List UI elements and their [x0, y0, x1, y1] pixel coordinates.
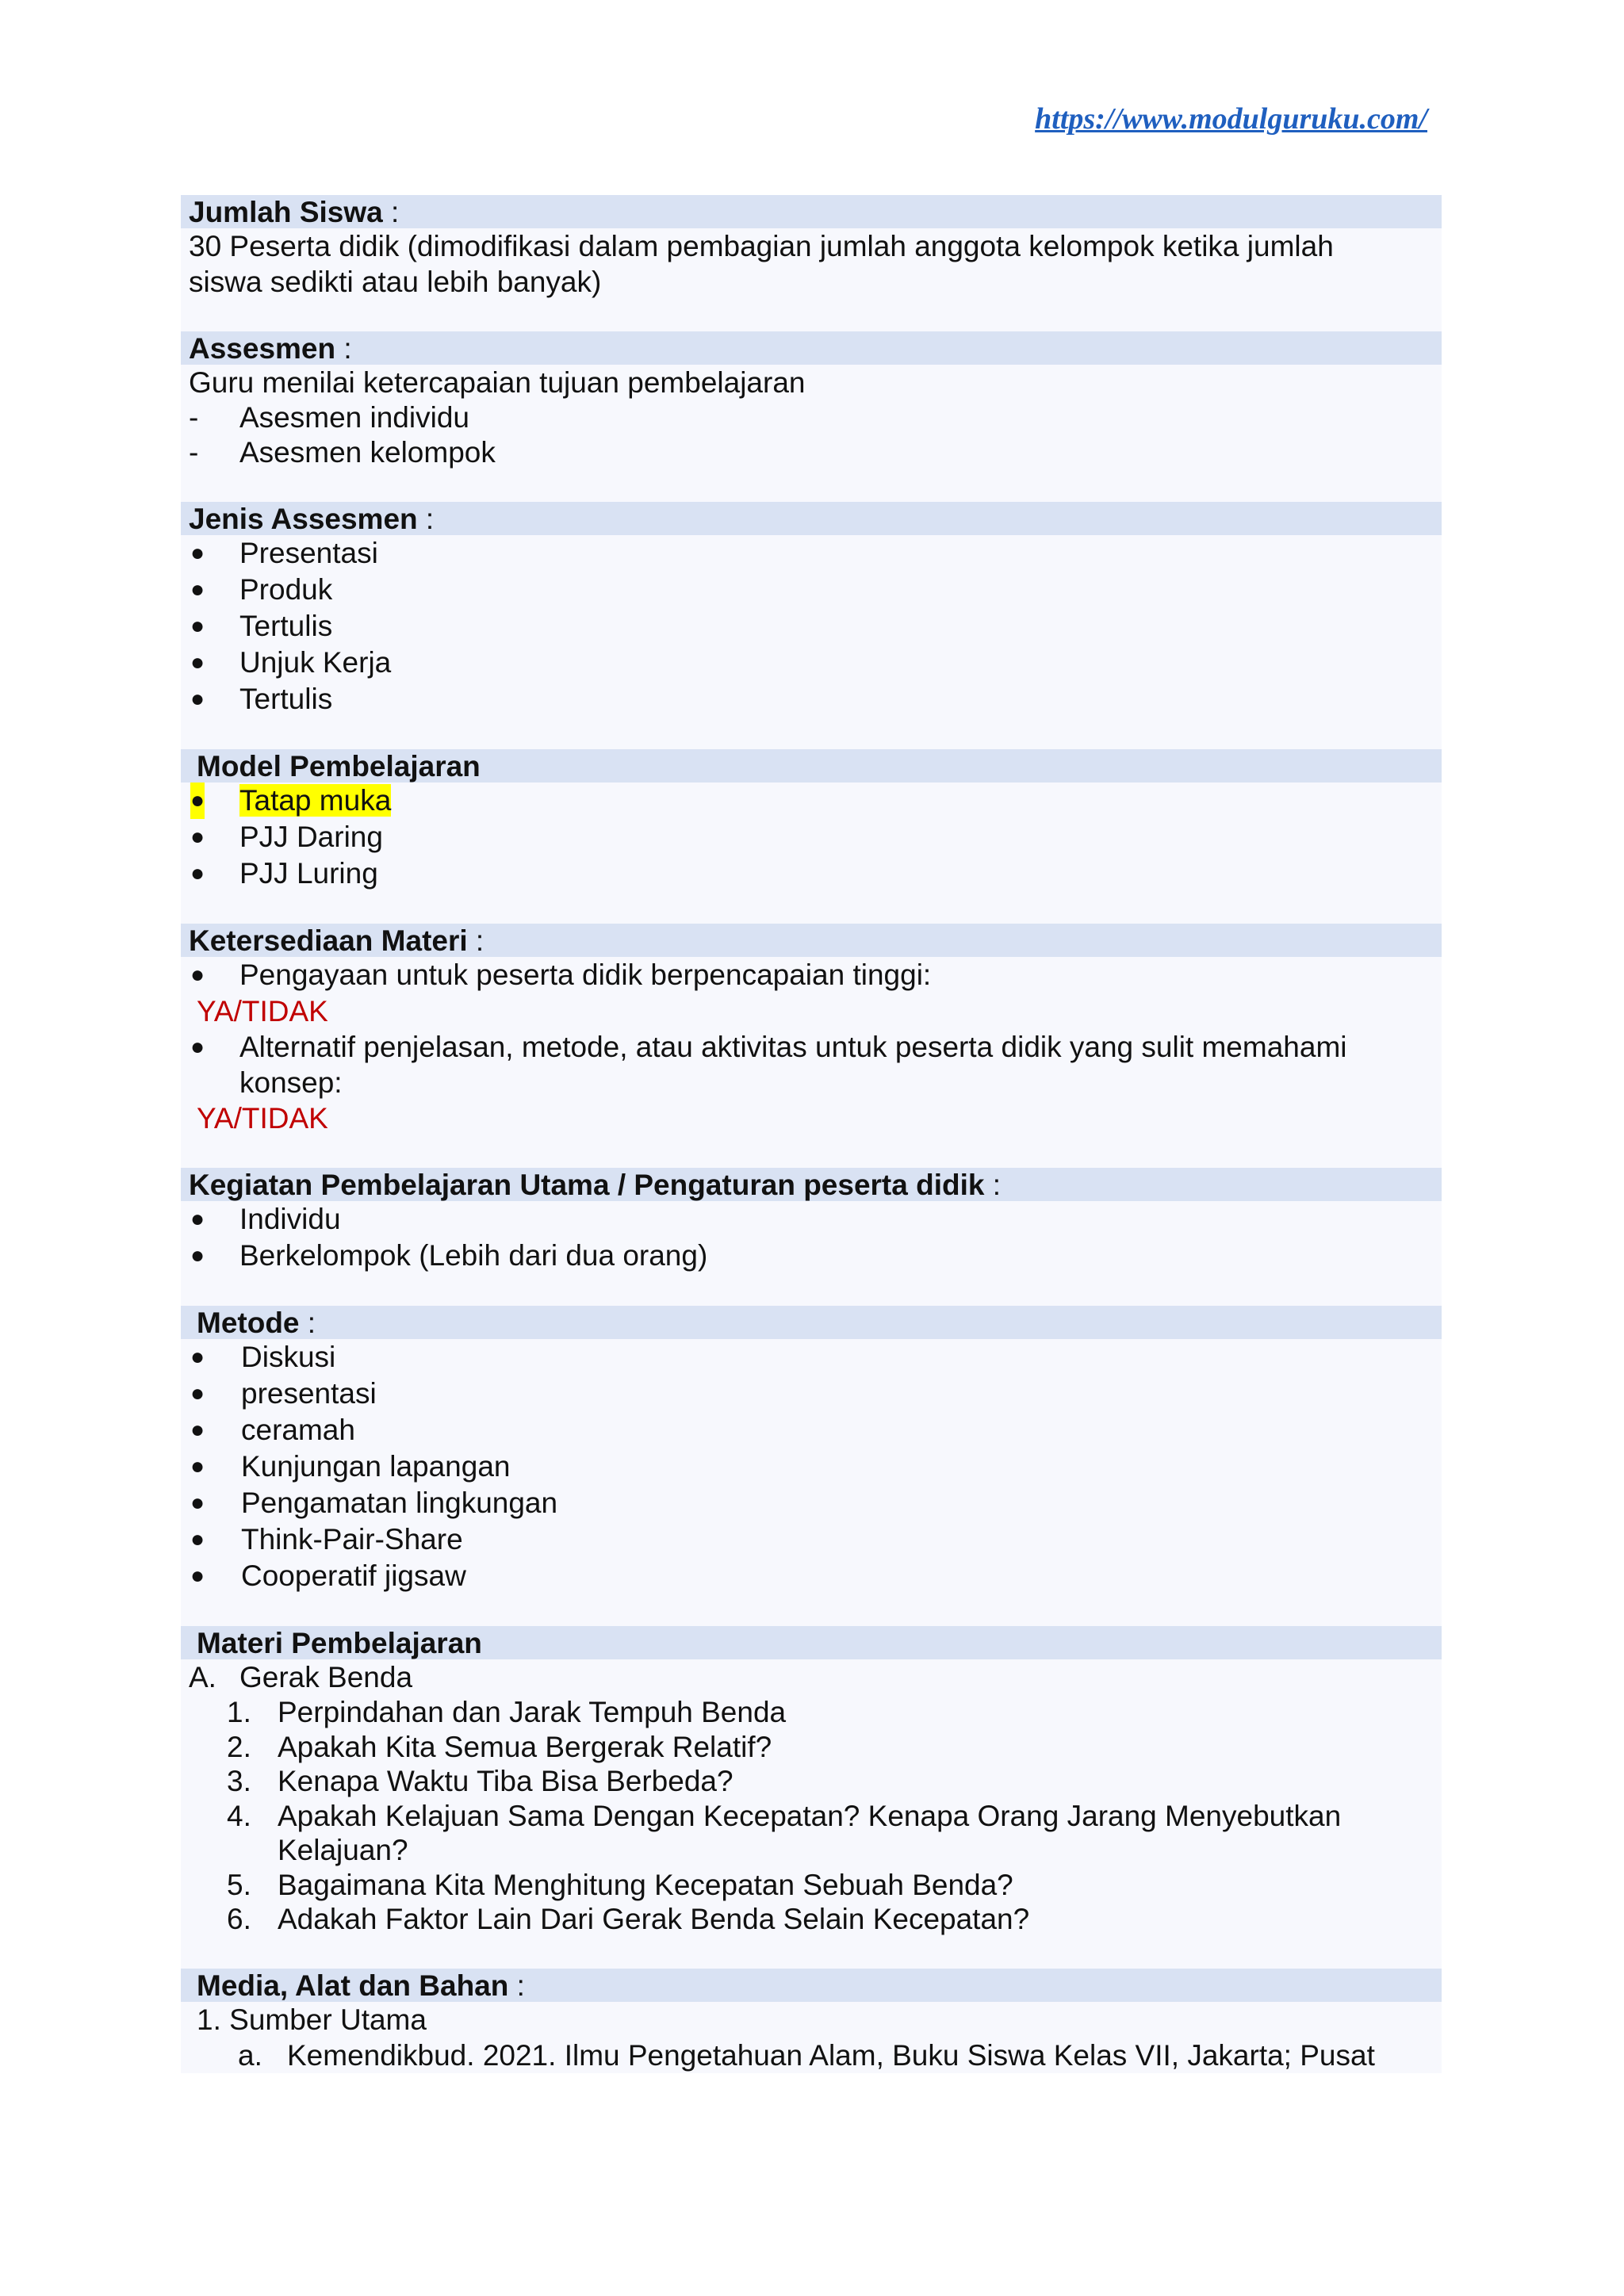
- bullet-icon: ●: [190, 783, 205, 819]
- list-item: ● Presentasi: [181, 535, 1442, 572]
- section-jenis-assesmen: [181, 502, 1442, 749]
- list-item: ● Berkelompok (Lebih dari dua orang): [181, 1238, 1442, 1274]
- section-ketersediaan-materi: [181, 924, 1442, 1168]
- section-kegiatan: [181, 1168, 1442, 1306]
- source-item: a. Kemendikbud. 2021. Ilmu Pengetahuan Alam, Buku Siswa Kelas VII, Jakarta; Pusat: [238, 2038, 1375, 2072]
- list-item: ● PJJ Daring: [181, 819, 1442, 855]
- list-item: ● Kunjungan lapangan: [181, 1448, 1442, 1485]
- section-media: [181, 1969, 1442, 2073]
- list-item: ● Pengamatan lingkungan: [181, 1485, 1442, 1521]
- bullet-icon: ●: [190, 540, 205, 566]
- section-metode: [181, 1306, 1442, 1626]
- student-count-text: 30 Peserta didik (dimodifikasi dalam pembagian jumlah anggota kelompok ketika jumlah: [189, 230, 1334, 262]
- list-item: ● Diskusi: [181, 1339, 1442, 1376]
- numbered-item: 2. Apakah Kita Semua Bergerak Relatif?: [227, 1730, 772, 1763]
- list-item: ● Produk: [181, 572, 1442, 608]
- list-item: ● presentasi: [181, 1376, 1442, 1412]
- source-heading: 1. Sumber Utama: [197, 2003, 427, 2036]
- bullet-icon: ●: [190, 1563, 205, 1589]
- bullet-icon: ●: [190, 1242, 205, 1269]
- list-item: - Asesmen kelompok: [189, 436, 496, 469]
- list-item: ● Tertulis: [181, 681, 1442, 718]
- list-item-highlighted: ● Tatap muka: [181, 783, 1442, 819]
- section-header: Jumlah Siswa :: [181, 195, 1442, 228]
- numbered-item: 3. Kenapa Waktu Tiba Bisa Berbeda?: [227, 1765, 733, 1797]
- list-item: ● Cooperatif jigsaw: [181, 1558, 1442, 1594]
- list-item: ● ceramah: [181, 1412, 1442, 1448]
- section-header: Model Pembelajaran: [181, 749, 1442, 783]
- list-item: ● Think-Pair-Share: [181, 1521, 1442, 1558]
- answer-option: YA/TIDAK: [197, 995, 328, 1027]
- bullet-icon: ●: [190, 1206, 205, 1232]
- bullet-icon: ●: [190, 686, 205, 712]
- section-header: Jenis Assesmen :: [181, 502, 1442, 535]
- section-jumlah-siswa: [181, 195, 1442, 331]
- section-header: Metode :: [181, 1306, 1442, 1339]
- list-item: ● Unjuk Kerja: [181, 645, 1442, 681]
- bullet-icon: ●: [190, 1453, 205, 1479]
- section-header: Materi Pembelajaran: [181, 1626, 1442, 1659]
- list-item: ● PJJ Luring: [181, 855, 1442, 892]
- numbered-item-cont: Kelajuan?: [278, 1834, 408, 1866]
- list-item: ● Alternatif penjelasan, metode, atau aktivitas untuk peserta didik yang sulit memahami: [181, 1029, 1442, 1066]
- document-body: [181, 195, 1442, 2073]
- section-assesmen: [181, 331, 1442, 502]
- bullet-icon: ●: [190, 962, 205, 988]
- website-link[interactable]: https://www.modulguruku.com/: [1035, 102, 1427, 136]
- bullet-icon: ●: [190, 1526, 205, 1552]
- numbered-item: 1. Perpindahan dan Jarak Tempuh Benda: [227, 1696, 787, 1728]
- bullet-icon: ●: [190, 613, 205, 639]
- subsection-label: A. Gerak Benda: [189, 1661, 413, 1693]
- bullet-icon: ●: [190, 1034, 205, 1060]
- section-materi-pembelajaran: [181, 1626, 1442, 1969]
- bullet-icon: ●: [190, 1380, 205, 1406]
- section-header: Assesmen :: [181, 331, 1442, 365]
- list-item: ● Pengayaan untuk peserta didik berpencapaian tinggi:: [181, 957, 1442, 993]
- student-count-text-cont: siswa sedikti atau lebih banyak): [189, 266, 602, 298]
- list-item: ● Tertulis: [181, 608, 1442, 645]
- numbered-item: 5. Bagaimana Kita Menghitung Kecepatan Sebuah Benda?: [227, 1868, 1013, 1901]
- section-header: Kegiatan Pembelajaran Utama / Pengaturan peserta didik :: [181, 1168, 1442, 1201]
- numbered-item: 4. Apakah Kelajuan Sama Dengan Kecepatan? Kenapa Orang Jarang Menyebutkan: [227, 1799, 1342, 1832]
- list-item-cont: konsep:: [239, 1066, 343, 1099]
- bullet-icon: ●: [190, 1490, 205, 1516]
- section-header: Ketersediaan Materi :: [181, 924, 1442, 957]
- numbered-item: 6. Adakah Faktor Lain Dari Gerak Benda Selain Kecepatan?: [227, 1903, 1030, 1935]
- list-item: ● Individu: [181, 1201, 1442, 1238]
- section-model-pembelajaran: [181, 749, 1442, 924]
- bullet-icon: ●: [190, 1417, 205, 1443]
- bullet-icon: ●: [190, 860, 205, 886]
- bullet-icon: ●: [190, 649, 205, 675]
- bullet-icon: ●: [190, 576, 205, 603]
- list-item: - Asesmen individu: [189, 401, 469, 434]
- assesmen-intro: Guru menilai ketercapaian tujuan pembelajaran: [189, 366, 806, 399]
- section-header: Media, Alat dan Bahan :: [181, 1969, 1442, 2002]
- bullet-icon: ●: [190, 1344, 205, 1370]
- answer-option: YA/TIDAK: [197, 1102, 328, 1135]
- bullet-icon: ●: [190, 824, 205, 850]
